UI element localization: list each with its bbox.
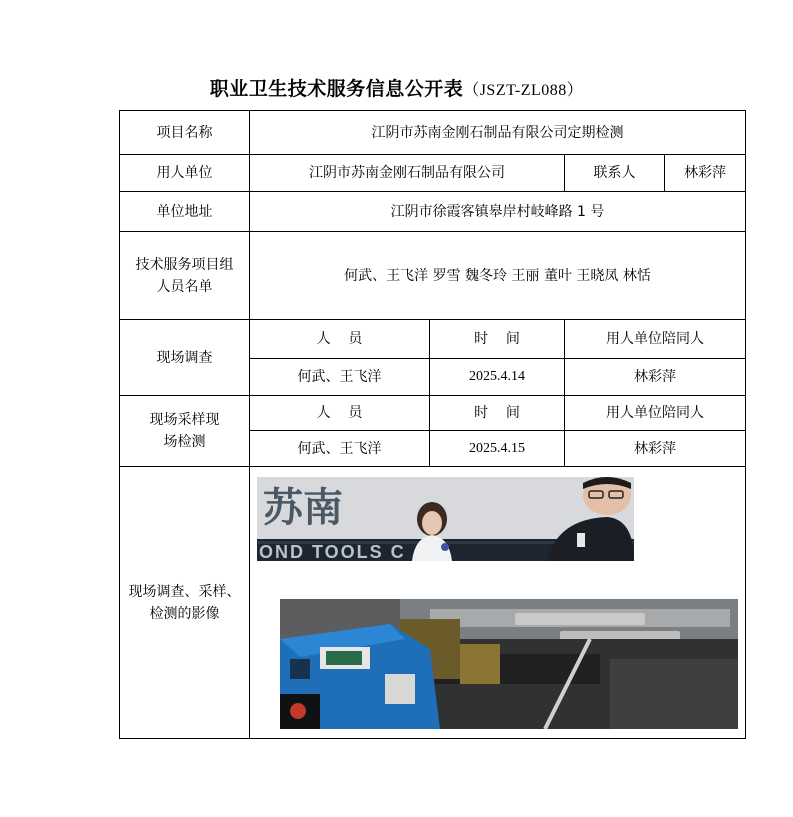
sign-subtext: OND TOOLS C [259, 542, 406, 561]
project-name-label: 项目名称 [120, 111, 250, 155]
page-title [0, 74, 793, 101]
row-sampling-header [120, 396, 746, 431]
contact-value: 林彩萍 [665, 155, 746, 192]
sampling-label: 现场采样现场检测 [120, 396, 250, 467]
survey-time: 2025.4.14 [430, 359, 565, 396]
row-address [120, 192, 746, 232]
employer-label: 用人单位 [120, 155, 250, 192]
sampling-col-person: 人 员 [250, 396, 430, 431]
survey-person: 何武、王飞洋 [250, 359, 430, 396]
site-photo-sampling [280, 599, 738, 729]
survey-col-time: 时 间 [430, 320, 565, 359]
row-team [120, 232, 746, 320]
row-project-name [120, 111, 746, 155]
project-name-value: 江阴市苏南金刚石制品有限公司定期检测 [250, 111, 746, 155]
contact-label: 联系人 [565, 155, 665, 192]
title-main: 职业卫生技术服务信息公开表 [209, 78, 464, 100]
sampling-time: 2025.4.15 [430, 431, 565, 467]
team-value: 何武、王飞洋 罗雪 魏冬玲 王丽 董叶 王晓凤 林恬 [250, 232, 746, 320]
survey-label: 现场调查 [120, 320, 250, 396]
team-label: 技术服务项目组人员名单 [120, 232, 250, 320]
sign-text: 苏南 [263, 485, 343, 531]
sampling-companion: 林彩萍 [565, 431, 746, 467]
survey-companion: 林彩萍 [565, 359, 746, 396]
address-label: 单位地址 [120, 192, 250, 232]
sampling-col-time: 时 间 [430, 396, 565, 431]
site-photo-survey [257, 477, 634, 561]
info-table [119, 110, 746, 739]
images-label: 现场调查、采样、检测的影像 [120, 467, 250, 739]
survey-col-person: 人 员 [250, 320, 430, 359]
row-images [120, 467, 746, 739]
employer-value: 江阴市苏南金刚石制品有限公司 [250, 155, 565, 192]
address-value: 江阴市徐霞客镇皋岸村岐峰路 1 号 [250, 192, 746, 232]
row-employer [120, 155, 746, 192]
survey-col-companion: 用人单位陪同人 [565, 320, 746, 359]
sampling-col-companion: 用人单位陪同人 [565, 396, 746, 431]
title-code: （JSZT-ZL088） [463, 82, 584, 99]
row-survey-header [120, 320, 746, 359]
sampling-person: 何武、王飞洋 [250, 431, 430, 467]
images-cell [250, 467, 746, 739]
